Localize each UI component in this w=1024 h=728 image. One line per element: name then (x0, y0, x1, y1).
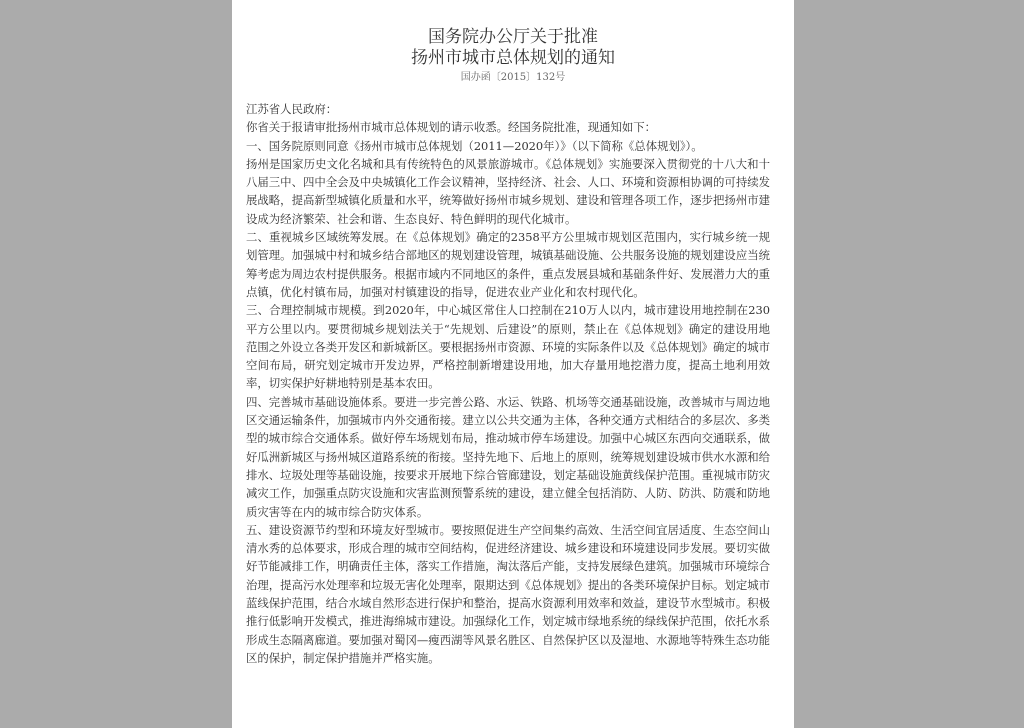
document-title-line2: 扬州市城市总体规划的通知 (411, 48, 615, 68)
paragraph: 二、重视城乡区域统筹发展。在《总体规划》确定的2358平方公里城市规划区范围内，实行城乡统一规划管理。加强城中村和城乡结合部地区的规划建设管理，城镇基础设施、公共服务设施的规划建设应当统筹考虑为周边农村提供服务。根据市域内不同地区的条件，重点发展县城和基础条件好、发展潜力大的重点镇，优化村镇布局，加强对村镇建设的指导，促进农业产业化和农村现代化。 (246, 230, 770, 299)
salutation: 江苏省人民政府： (246, 102, 338, 116)
paragraph: 一、国务院原则同意《扬州市城市总体规划（2011—2020年）》（以下简称《总体规划》）。 (246, 138, 703, 153)
paragraph: 三、合理控制城市规模。到2020年，中心城区常住人口控制在210万人以内，城市建设用地控制在230平方公里以内。要贯彻城乡规划法关于“先规划、后建设”的原则，禁止在《总体规划》确定的建设用地范围之外设立各类开发区和新城新区。要根据扬州市资源、环境的实际条件以及《总体规划》确定的城市空间布局，研究划定城市开发边界，严格控制新增建设用地，加大存量用地挖潜力度，提高土地利用效率，切实保护好耕地特别是基本农田。 (246, 303, 770, 391)
document-title-line1: 国务院办公厅关于批准 (428, 27, 598, 47)
paragraph: 四、完善城市基础设施体系。要进一步完善公路、水运、铁路、机场等交通基础设施，改善城市与周边地区交通运输条件，加强城市内外交通衔接。建立以公共交通为主体，各种交通方式相结合的多层次、多类型的城市综合交通体系。做好停车场规划布局，推动城市停车场建设。加强中心城区东西向交通联系，做好瓜洲新城区与扬州城区道路系统的衔接。坚持先地下、后地上的原则，统筹规划建设城市供水水源和给排水、垃圾处理等基础设施，按要求开展地下综合管廊建设，划定基础设施黄线保护范围。重视城市防灾减灾工作，加强重点防灾设施和灾害监测预警系统的建设，建立健全包括消防、人防、防洪、防震和防地质灾害等在内的城市综合防灾体系。 (246, 394, 770, 519)
document-number: 国办函〔2015〕132号 (460, 72, 566, 83)
paragraph: 扬州是国家历史文化名城和具有传统特色的风景旅游城市。《总体规划》实施要深入贯彻党的十八大和十八届三中、四中全会及中央城镇化工作会议精神，坚持经济、社会、人口、环境和资源相协调的可持续发展战略，提高新型城镇化质量和水平，统筹做好扬州市城乡规划、建设和管理各项工作，逐步把扬州市建设成为经济繁荣、社会和谐、生态良好、特色鲜明的现代化城市。 (246, 156, 770, 226)
document-page (232, 0, 794, 728)
paragraph: 你省关于报请审批扬州市城市总体规划的请示收悉。经国务院批准，现通知如下： (246, 120, 657, 135)
paragraph: 五、建设资源节约型和环境友好型城市。要按照促进生产空间集约高效、生活空间宜居适度、生态空间山清水秀的总体要求，形成合理的城市空间结构，促进经济建设、城乡建设和环境建设同步发展。要切实做好节能减排工作，明确责任主体，落实工作措施，淘汰落后产能，支持发展绿色建筑。加强城市环境综合治理，提高污水处理率和垃圾无害化处理率，限期达到《总体规划》提出的各类环境保护目标。划定城市蓝线保护范围，结合水域自然形态进行保护和整治，提高水资源利用效率和效益，建设节水型城市。积极推行低影响开发模式，推进海绵城市建设。加强绿化工作，划定城市绿地系统的绿线保护范围，依托水系形成生态隔离廊道。要加强对蜀冈—瘦西湖等风景名胜区、自然保护区以及湿地、水源地等特殊生态功能区的保护，制定保护措施并严格实施。 (246, 522, 770, 665)
document-body (246, 100, 770, 667)
